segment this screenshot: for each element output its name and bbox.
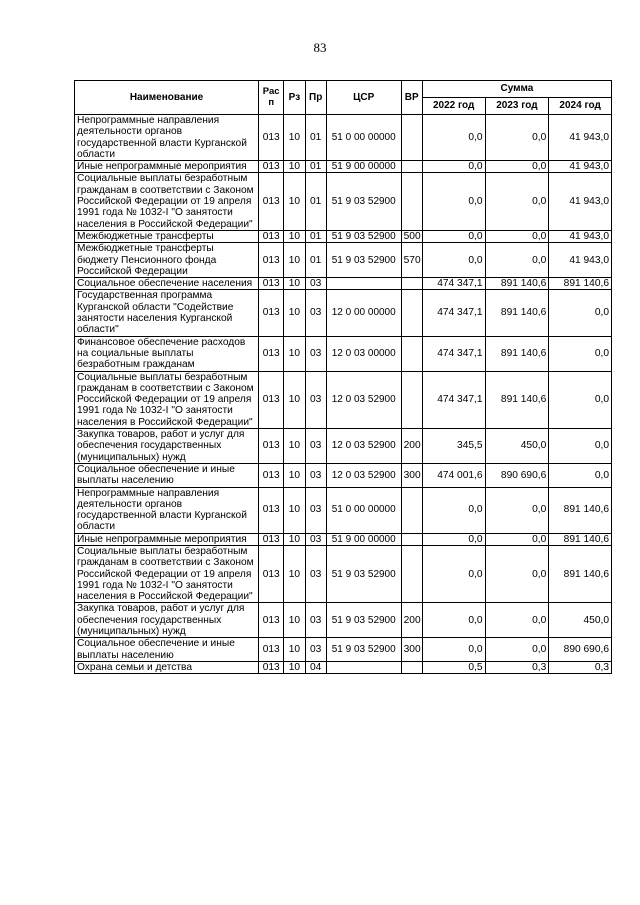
cell-2022: 0,0 bbox=[422, 638, 485, 662]
cell-vr bbox=[401, 661, 422, 673]
table-row bbox=[75, 290, 612, 336]
cell-2023: 0,0 bbox=[485, 638, 549, 662]
cell-2023: 891 140,6 bbox=[485, 290, 549, 336]
cell-csr: 51 0 00 00000 bbox=[326, 487, 401, 533]
cell-csr bbox=[326, 661, 401, 673]
header-csr: ЦСР bbox=[326, 81, 401, 115]
cell-vr: 570 bbox=[401, 243, 422, 278]
cell-2022: 474 347,1 bbox=[422, 278, 485, 290]
table-row bbox=[75, 533, 612, 545]
cell-2024: 41 943,0 bbox=[549, 243, 612, 278]
cell-2022: 0,0 bbox=[422, 603, 485, 638]
cell-2022: 474 347,1 bbox=[422, 290, 485, 336]
cell-rasp: 013 bbox=[259, 115, 284, 161]
cell-vr bbox=[401, 115, 422, 161]
cell-2024: 450,0 bbox=[549, 603, 612, 638]
cell-rz: 10 bbox=[284, 278, 305, 290]
cell-name: Непрограммные направления деятельности органов государственной власти Курганской области bbox=[75, 115, 259, 161]
cell-2024: 891 140,6 bbox=[549, 533, 612, 545]
cell-rz: 10 bbox=[284, 545, 305, 602]
cell-2023: 891 140,6 bbox=[485, 278, 549, 290]
cell-2023: 891 140,6 bbox=[485, 336, 549, 371]
cell-2024: 0,0 bbox=[549, 463, 612, 487]
table-row bbox=[75, 371, 612, 428]
cell-pr: 04 bbox=[305, 661, 326, 673]
cell-pr: 03 bbox=[305, 533, 326, 545]
cell-rasp: 013 bbox=[259, 243, 284, 278]
cell-pr: 03 bbox=[305, 429, 326, 464]
cell-rz: 10 bbox=[284, 243, 305, 278]
cell-rz: 10 bbox=[284, 533, 305, 545]
cell-csr: 12 0 03 52900 bbox=[326, 371, 401, 428]
cell-csr: 12 0 00 00000 bbox=[326, 290, 401, 336]
cell-rasp: 013 bbox=[259, 487, 284, 533]
table-row bbox=[75, 603, 612, 638]
table-row bbox=[75, 336, 612, 371]
cell-csr: 51 9 00 00000 bbox=[326, 161, 401, 173]
cell-rasp: 013 bbox=[259, 371, 284, 428]
cell-vr bbox=[401, 278, 422, 290]
cell-rz: 10 bbox=[284, 463, 305, 487]
cell-rz: 10 bbox=[284, 603, 305, 638]
cell-2024: 0,0 bbox=[549, 429, 612, 464]
cell-pr: 01 bbox=[305, 230, 326, 242]
cell-rasp: 013 bbox=[259, 603, 284, 638]
cell-2023: 0,0 bbox=[485, 173, 549, 230]
cell-pr: 01 bbox=[305, 173, 326, 230]
cell-pr: 01 bbox=[305, 115, 326, 161]
cell-2024: 0,3 bbox=[549, 661, 612, 673]
cell-rz: 10 bbox=[284, 661, 305, 673]
cell-rz: 10 bbox=[284, 371, 305, 428]
cell-2023: 450,0 bbox=[485, 429, 549, 464]
cell-rasp: 013 bbox=[259, 278, 284, 290]
header-2022: 2022 год bbox=[422, 98, 485, 115]
cell-2022: 0,0 bbox=[422, 173, 485, 230]
cell-vr: 200 bbox=[401, 429, 422, 464]
cell-2022: 0,0 bbox=[422, 243, 485, 278]
cell-name: Социальные выплаты безработным гражданам в соответствии с Законом Российской Федерации от 19 апреля 1991 года № 1032-I "О занятости населения в Российской Федерации" bbox=[75, 371, 259, 428]
cell-pr: 03 bbox=[305, 603, 326, 638]
cell-pr: 03 bbox=[305, 278, 326, 290]
cell-pr: 01 bbox=[305, 161, 326, 173]
cell-name: Социальное обеспечение и иные выплаты населению bbox=[75, 638, 259, 662]
cell-2023: 0,0 bbox=[485, 487, 549, 533]
cell-rz: 10 bbox=[284, 638, 305, 662]
budget-table bbox=[74, 80, 612, 674]
cell-csr: 51 9 03 52900 bbox=[326, 230, 401, 242]
cell-2023: 0,0 bbox=[485, 603, 549, 638]
page-number: 83 bbox=[313, 40, 327, 55]
cell-name: Социальные выплаты безработным гражданам в соответствии с Законом Российской Федерации от 19 апреля 1991 года № 1032-I "О занятости населения в Российской Федерации" bbox=[75, 173, 259, 230]
cell-rz: 10 bbox=[284, 290, 305, 336]
cell-2022: 0,0 bbox=[422, 545, 485, 602]
cell-2024: 0,0 bbox=[549, 336, 612, 371]
cell-2023: 0,0 bbox=[485, 161, 549, 173]
cell-rz: 10 bbox=[284, 429, 305, 464]
cell-name: Социальное обеспечение населения bbox=[75, 278, 259, 290]
cell-rasp: 013 bbox=[259, 661, 284, 673]
cell-2022: 0,0 bbox=[422, 533, 485, 545]
cell-name: Межбюджетные трансферты bbox=[75, 230, 259, 242]
cell-csr: 12 0 03 00000 bbox=[326, 336, 401, 371]
cell-pr: 03 bbox=[305, 487, 326, 533]
cell-rasp: 013 bbox=[259, 638, 284, 662]
cell-vr: 300 bbox=[401, 463, 422, 487]
cell-vr bbox=[401, 290, 422, 336]
cell-vr: 300 bbox=[401, 638, 422, 662]
cell-rasp: 013 bbox=[259, 161, 284, 173]
cell-pr: 01 bbox=[305, 243, 326, 278]
cell-rz: 10 bbox=[284, 336, 305, 371]
cell-csr: 51 9 03 52900 bbox=[326, 173, 401, 230]
header-2023: 2023 год bbox=[485, 98, 549, 115]
cell-csr: 51 9 03 52900 bbox=[326, 638, 401, 662]
cell-2022: 345,5 bbox=[422, 429, 485, 464]
cell-2024: 41 943,0 bbox=[549, 230, 612, 242]
cell-2022: 474 347,1 bbox=[422, 336, 485, 371]
cell-2022: 0,0 bbox=[422, 161, 485, 173]
cell-2023: 0,0 bbox=[485, 115, 549, 161]
cell-pr: 03 bbox=[305, 290, 326, 336]
cell-rasp: 013 bbox=[259, 336, 284, 371]
table-row bbox=[75, 230, 612, 242]
cell-vr bbox=[401, 487, 422, 533]
header-2024: 2024 год bbox=[549, 98, 612, 115]
table-row bbox=[75, 429, 612, 464]
cell-csr: 12 0 03 52900 bbox=[326, 463, 401, 487]
cell-rz: 10 bbox=[284, 115, 305, 161]
header-rz: Рз bbox=[284, 81, 305, 115]
cell-2022: 474 001,6 bbox=[422, 463, 485, 487]
cell-2024: 41 943,0 bbox=[549, 161, 612, 173]
header-vr: ВР bbox=[401, 81, 422, 115]
table-row bbox=[75, 638, 612, 662]
cell-csr: 51 9 00 00000 bbox=[326, 533, 401, 545]
cell-name: Социальные выплаты безработным гражданам в соответствии с Законом Российской Федерации от 19 апреля 1991 года № 1032-I "О занятости населения в Российской Федерации" bbox=[75, 545, 259, 602]
cell-name: Межбюджетные трансферты бюджету Пенсионного фонда Российской Федерации bbox=[75, 243, 259, 278]
cell-2022: 0,5 bbox=[422, 661, 485, 673]
cell-csr: 51 0 00 00000 bbox=[326, 115, 401, 161]
table-row bbox=[75, 278, 612, 290]
cell-pr: 03 bbox=[305, 638, 326, 662]
cell-2022: 474 347,1 bbox=[422, 371, 485, 428]
cell-2024: 891 140,6 bbox=[549, 278, 612, 290]
cell-rz: 10 bbox=[284, 173, 305, 230]
table-row bbox=[75, 661, 612, 673]
cell-2024: 0,0 bbox=[549, 290, 612, 336]
cell-name: Государственная программа Курганской области "Содействие занятости населения Курганской области" bbox=[75, 290, 259, 336]
cell-name: Иные непрограммные мероприятия bbox=[75, 533, 259, 545]
cell-2024: 891 140,6 bbox=[549, 545, 612, 602]
table-row bbox=[75, 115, 612, 161]
cell-vr bbox=[401, 336, 422, 371]
cell-rasp: 013 bbox=[259, 429, 284, 464]
cell-vr bbox=[401, 533, 422, 545]
cell-vr bbox=[401, 173, 422, 230]
cell-name: Иные непрограммные мероприятия bbox=[75, 161, 259, 173]
cell-name: Непрограммные направления деятельности органов государственной власти Курганской области bbox=[75, 487, 259, 533]
cell-rz: 10 bbox=[284, 161, 305, 173]
cell-rz: 10 bbox=[284, 487, 305, 533]
cell-name: Финансовое обеспечение расходов на социальные выплаты безработным гражданам bbox=[75, 336, 259, 371]
cell-2024: 891 140,6 bbox=[549, 487, 612, 533]
cell-2024: 41 943,0 bbox=[549, 115, 612, 161]
cell-vr: 500 bbox=[401, 230, 422, 242]
cell-rz: 10 bbox=[284, 230, 305, 242]
cell-2023: 0,0 bbox=[485, 533, 549, 545]
table-row bbox=[75, 173, 612, 230]
table-row bbox=[75, 487, 612, 533]
header-rasp: Рас п bbox=[259, 81, 284, 115]
cell-name: Закупка товаров, работ и услуг для обеспечения государственных (муниципальных) нужд bbox=[75, 603, 259, 638]
cell-2024: 41 943,0 bbox=[549, 173, 612, 230]
cell-2023: 0,0 bbox=[485, 545, 549, 602]
cell-csr: 51 9 03 52900 bbox=[326, 603, 401, 638]
header-pr: Пр bbox=[305, 81, 326, 115]
cell-vr bbox=[401, 545, 422, 602]
table-row bbox=[75, 243, 612, 278]
cell-2022: 0,0 bbox=[422, 487, 485, 533]
cell-rasp: 013 bbox=[259, 173, 284, 230]
table-row bbox=[75, 161, 612, 173]
cell-2024: 0,0 bbox=[549, 371, 612, 428]
cell-rasp: 013 bbox=[259, 463, 284, 487]
cell-csr: 51 9 03 52900 bbox=[326, 243, 401, 278]
cell-2023: 0,0 bbox=[485, 230, 549, 242]
cell-pr: 03 bbox=[305, 336, 326, 371]
cell-csr: 12 0 03 52900 bbox=[326, 429, 401, 464]
cell-vr bbox=[401, 371, 422, 428]
cell-rasp: 013 bbox=[259, 545, 284, 602]
cell-csr bbox=[326, 278, 401, 290]
cell-vr: 200 bbox=[401, 603, 422, 638]
cell-rasp: 013 bbox=[259, 533, 284, 545]
cell-2024: 890 690,6 bbox=[549, 638, 612, 662]
header-sum: Сумма bbox=[422, 81, 611, 98]
cell-2023: 890 690,6 bbox=[485, 463, 549, 487]
table-row bbox=[75, 463, 612, 487]
cell-rasp: 013 bbox=[259, 230, 284, 242]
cell-2023: 0,0 bbox=[485, 243, 549, 278]
cell-2022: 0,0 bbox=[422, 230, 485, 242]
cell-name: Социальное обеспечение и иные выплаты населению bbox=[75, 463, 259, 487]
table-row bbox=[75, 545, 612, 602]
cell-pr: 03 bbox=[305, 463, 326, 487]
cell-rasp: 013 bbox=[259, 290, 284, 336]
header-name: Наименование bbox=[75, 81, 259, 115]
cell-name: Охрана семьи и детства bbox=[75, 661, 259, 673]
cell-vr bbox=[401, 161, 422, 173]
cell-2023: 0,3 bbox=[485, 661, 549, 673]
cell-2023: 891 140,6 bbox=[485, 371, 549, 428]
cell-pr: 03 bbox=[305, 545, 326, 602]
cell-csr: 51 9 03 52900 bbox=[326, 545, 401, 602]
cell-pr: 03 bbox=[305, 371, 326, 428]
table-body bbox=[75, 115, 612, 674]
cell-name: Закупка товаров, работ и услуг для обеспечения государственных (муниципальных) нужд bbox=[75, 429, 259, 464]
cell-2022: 0,0 bbox=[422, 115, 485, 161]
